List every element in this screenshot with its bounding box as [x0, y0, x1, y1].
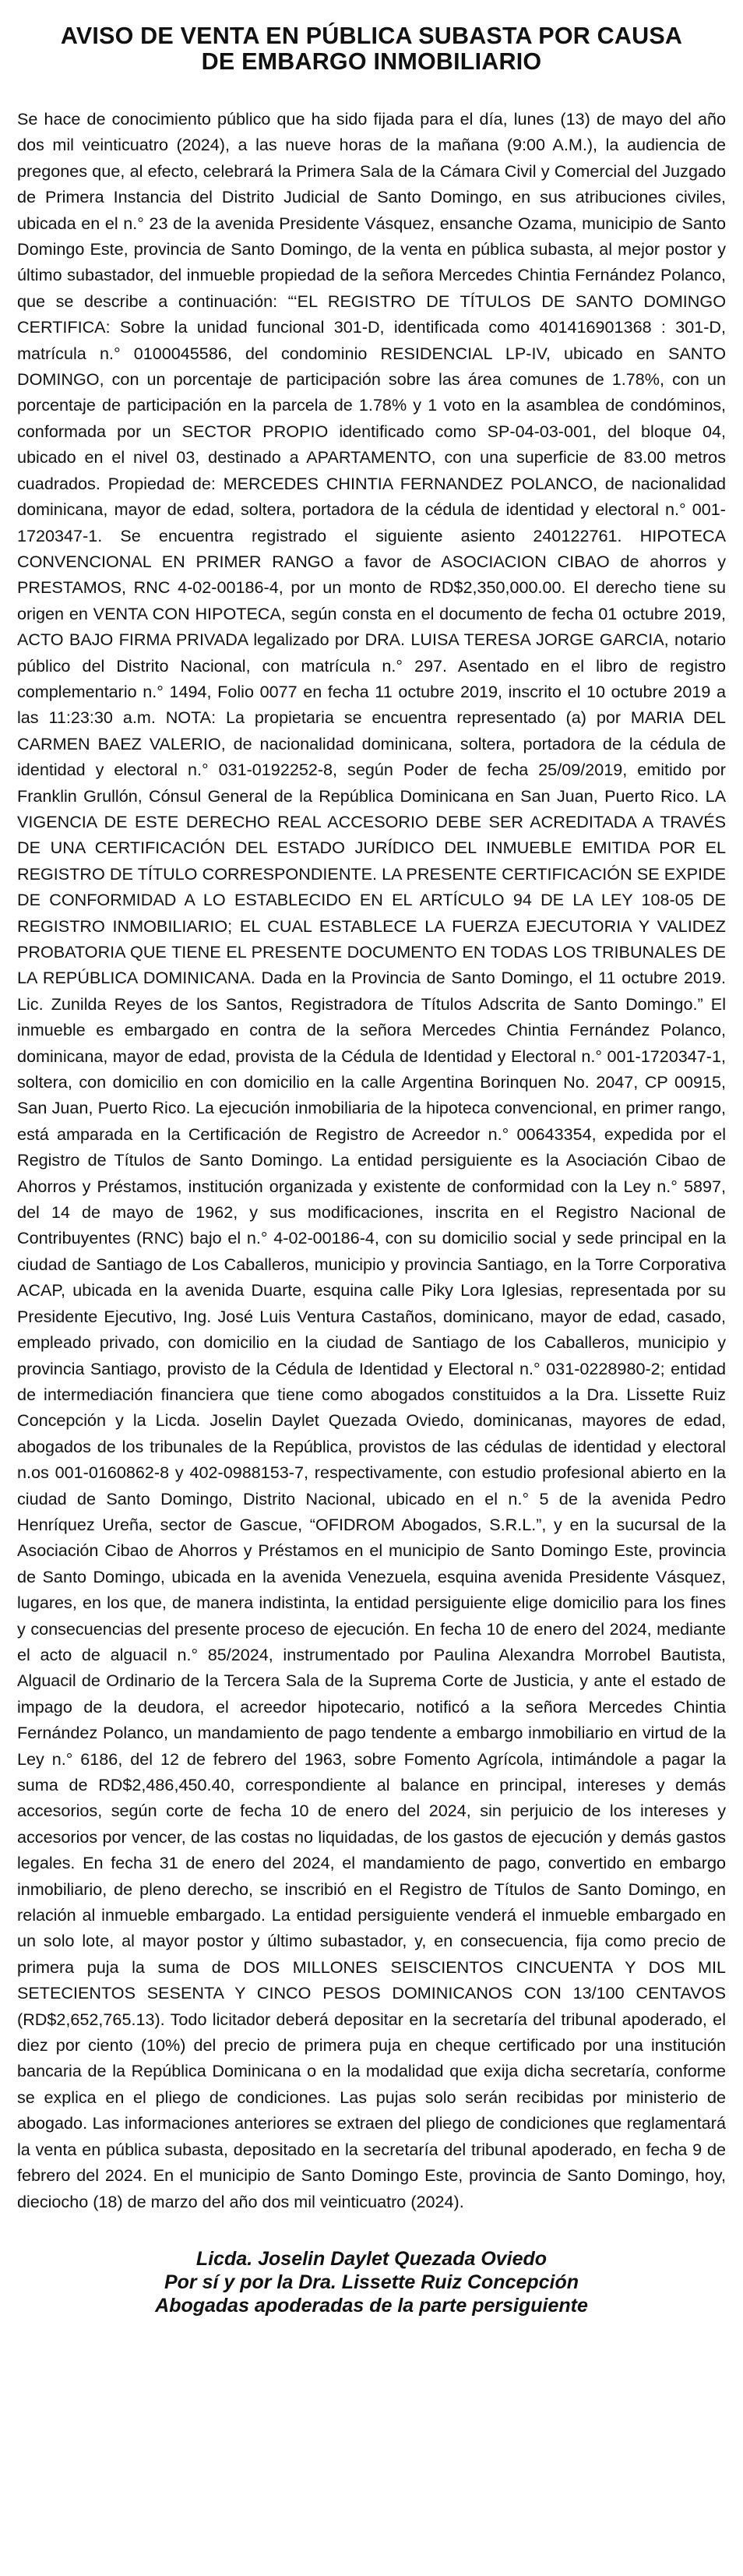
signature-block: [17, 2247, 726, 2317]
notice-title-line-1: AVISO DE VENTA EN PÚBLICA SUBASTA POR CAUSA: [60, 23, 683, 49]
signature-role: Abogadas apoderadas de la parte persiguiente: [155, 2294, 588, 2317]
signature-co-counsel: Por sí y por la Dra. Lissette Ruiz Concepción: [164, 2271, 579, 2293]
notice-body-text: Se hace de conocimiento público que ha sido fijada para el día, lunes (13) de mayo del año dos mil veinticuatro (2024), a las nueve horas de la mañana (9:00 A.M.), la audiencia de pregones que, al efecto, celebrará la Primera Sala de la Cámara Civil y Comercial del Juzgado de Primera Instancia del Distrito Judicial de Santo Domingo, en sus atribuciones civiles, ubicada en el n.° 23 de la avenida Presidente Vásquez, ensanche Ozama, municipio de Santo Domingo Este, provincia de Santo Domingo, de la venta en pública subasta, al mejor postor y último subastador, del inmueble propiedad de la señora Mercedes Chintia Fernández Polanco, que se describe a continuación: “‘EL REGISTRO DE TÍTULOS DE SANTO DOMINGO CERTIFICA: Sobre la unidad funcional 301-D, identificada como 401416901368 : 301-D, matrícula n.° 0100045586, del condominio RESIDENCIAL LP-IV, ubicado en SANTO DOMINGO, con un porcentaje de participación sobre las área comunes de 1.78%, con un porcentaje de participación en la parcela de 1.78% y 1 voto en la asamblea de condóminos, conformada por un SECTOR PROPIO identificado como SP-04-03-001, del bloque 04, ubicado en el nivel 03, destinado a APARTAMENTO, con una superficie de 83.00 metros cuadrados. Propiedad de: MERCEDES CHINTIA FERNANDEZ POLANCO, de nacionalidad dominicana, mayor de edad, soltera, portadora de la cédula de identidad y electoral n.° 001-1720347-1. Se encuentra registrado el siguiente asiento 240122761. HIPOTECA CONVENCIONAL EN PRIMER RANGO a favor de ASOCIACION CIBAO de ahorros y PRESTAMOS, RNC 4-02-00186-4, por un monto de RD$2,350,000.00. El derecho tiene su origen en VENTA CON HIPOTECA, según consta en el documento de fecha 01 octubre 2019, ACTO BAJO FIRMA PRIVADA legalizado por DRA. LUISA TERESA JORGE GARCIA, notario público del Distrito Nacional, con matrícula n.° 297. Asentado en el libro de registro complementario n.° 1494, Folio 0077 en fecha 11 octubre 2019, inscrito el 10 octubre 2019 a las 11:23:30 a.m. NOTA: La propietaria se encuentra representado (a) por MARIA DEL CARMEN BAEZ VALERIO, de nacionalidad dominicana, soltera, portadora de la cédula de identidad y electoral n.° 031-0192252-8, según Poder de fecha 25/09/2019, emitido por Franklin Grullón, Cónsul General de la República Dominicana en San Juan, Puerto Rico. LA VIGENCIA DE ESTE DERECHO REAL ACCESORIO DEBE SER ACREDITADA A TRAVÉS DE UNA CERTIFICACIÓN DEL ESTADO JURÍDICO DEL INMUEBLE EMITIDA POR EL REGISTRO DE TÍTULO CORRESPONDIENTE. LA PRESENTE CERTIFICACIÓN SE EXPIDE DE CONFORMIDAD A LO ESTABLECIDO EN EL ARTÍCULO 94 DE LA LEY 108-05 DE REGISTRO INMOBILIARIO; EL CUAL ESTABLECE LA FUERZA EJECUTORIA Y VALIDEZ PROBATORIA QUE TIENE EL PRESENTE DOCUMENTO EN TODAS LOS TRIBUNALES DE LA REPÚBLICA DOMINICANA. Dada en la Provincia de Santo Domingo, el 11 octubre 2019. Lic. Zunilda Reyes de los Santos, Registradora de Títulos Adscrita de Santo Domingo.” El inmueble es embargado en contra de la señora Mercedes Chintia Fernández Polanco, dominicana, mayor de edad, provista de la Cédula de Identidad y Electoral n.° 001-1720347-1, soltera, con domicilio en con domicilio en la calle Argentina Borinquen No. 2047, CP 00915, San Juan, Puerto Rico. La ejecución inmobiliaria de la hipoteca convencional, en primer rango, está amparada en la Certificación de Registro de Acreedor n.° 00643354, expedida por el Registro de Títulos de Santo Domingo. La entidad persiguiente es la Asociación Cibao de Ahorros y Préstamos, institución organizada y existente de conformidad con la Ley n.° 5897, del 14 de mayo de 1962, y sus modificaciones, inscrita en el Registro Nacional de Contribuyentes (RNC) bajo el n.° 4-02-00186-4, con su domicilio social y sede principal en la ciudad de Santiago de Los Caballeros, municipio y provincia Santiago, en la Torre Corporativa ACAP, ubicada en la avenida Duarte, esquina calle Piky Lora Iglesias, representada por su Presidente Ejecutivo, Ing. José Luis Ventura Castaños, dominicano, mayor de edad, casado, empleado privado, con domicilio en la ciudad de Santiago de los Caballeros, municipio y provincia Santiago, provisto de la Cédula de Identidad y Electoral n.° 031-0228980-2; entidad de intermediación financiera que tiene como abogados constituidos a la Dra. Lissette Ruiz Concepción y la Licda. Joselin Daylet Quezada Oviedo, dominicanas, mayores de edad, abogados de los tribunales de la República, provistos de las cédulas de identidad y electoral n.os 001-0160862-8 y 402-0988153-7, respectivamente, con estudio profesional abierto en la ciudad de Santo Domingo, Distrito Nacional, ubicado en el n.° 5 de la avenida Pedro Henríquez Ureña, sector de Gascue, “OFIDROM Abogados, S.R.L.”, y en la sucursal de la Asociación Cibao de Ahorros y Préstamos en el municipio de Santo Domingo Este, provincia de Santo Domingo, ubicada en la avenida Venezuela, esquina avenida Presidente Vásquez, lugares, en los que, de manera indistinta, la entidad persiguiente elige domicilio para los fines y consecuencias del presente proceso de ejecución. En fecha 10 de enero del 2024, mediante el acto de alguacil n.° 85/2024, instrumentado por Paulina Alexandra Morrobel Bautista, Alguacil de Ordinario de la Tercera Sala de la Suprema Corte de Justicia, y ante el estado de impago de la deudora, el acreedor hipotecario, notificó a la señora Mercedes Chintia Fernández Polanco, un mandamiento de pago tendente a embargo inmobiliario en virtud de la Ley n.° 6186, del 12 de febrero del 1963, sobre Fomento Agrícola, intimándole a pagar la suma de RD$2,486,450.40, correspondiente al balance en principal, intereses y demás accesorios, según corte de fecha 10 de enero del 2024, sin perjuicio de los intereses y accesorios por vencer, de las costas no liquidadas, de los gastos de ejecución y demás gastos legales. En fecha 31 de enero del 2024, el mandamiento de pago, convertido en embargo inmobiliario, de pleno derecho, se inscribió en el Registro de Títulos de Santo Domingo, en relación al inmueble embargado. La entidad persiguiente venderá el inmueble embargado en un solo lote, al mayor postor y último subastador, y, en consecuencia, fija como precio de primera puja la suma de DOS MILLONES SEISCIENTOS CINCUENTA Y DOS MIL SETECIENTOS SESENTA Y CINCO PESOS DOMINICANOS CON 13/100 CENTAVOS (RD$2,652,765.13). Todo licitador deberá depositar en la secretaría del tribunal apoderado, el diez por ciento (10%) del precio de primera puja en cheque certificado por una institución bancaria de la República Dominicana o en la modalidad que exija dicha secretaría, conforme se explica en el pliego de condiciones. Las pujas solo serán recibidas por ministerio de abogado. Las informaciones anteriores se extraen del pliego de condiciones que reglamentará la venta en pública subasta, depositado en la secretaría del tribunal apoderado, en fecha 9 de febrero del 2024. En el municipio de Santo Domingo Este, provincia de Santo Domingo, hoy, dieciocho (18) de marzo del año dos mil veinticuatro (2024).: [17, 109, 726, 2211]
notice-title-line-2: DE EMBARGO INMOBILIARIO: [201, 48, 542, 75]
notice-title: [17, 23, 726, 75]
signature-name: Licda. Joselin Daylet Quezada Oviedo: [195, 2247, 548, 2270]
